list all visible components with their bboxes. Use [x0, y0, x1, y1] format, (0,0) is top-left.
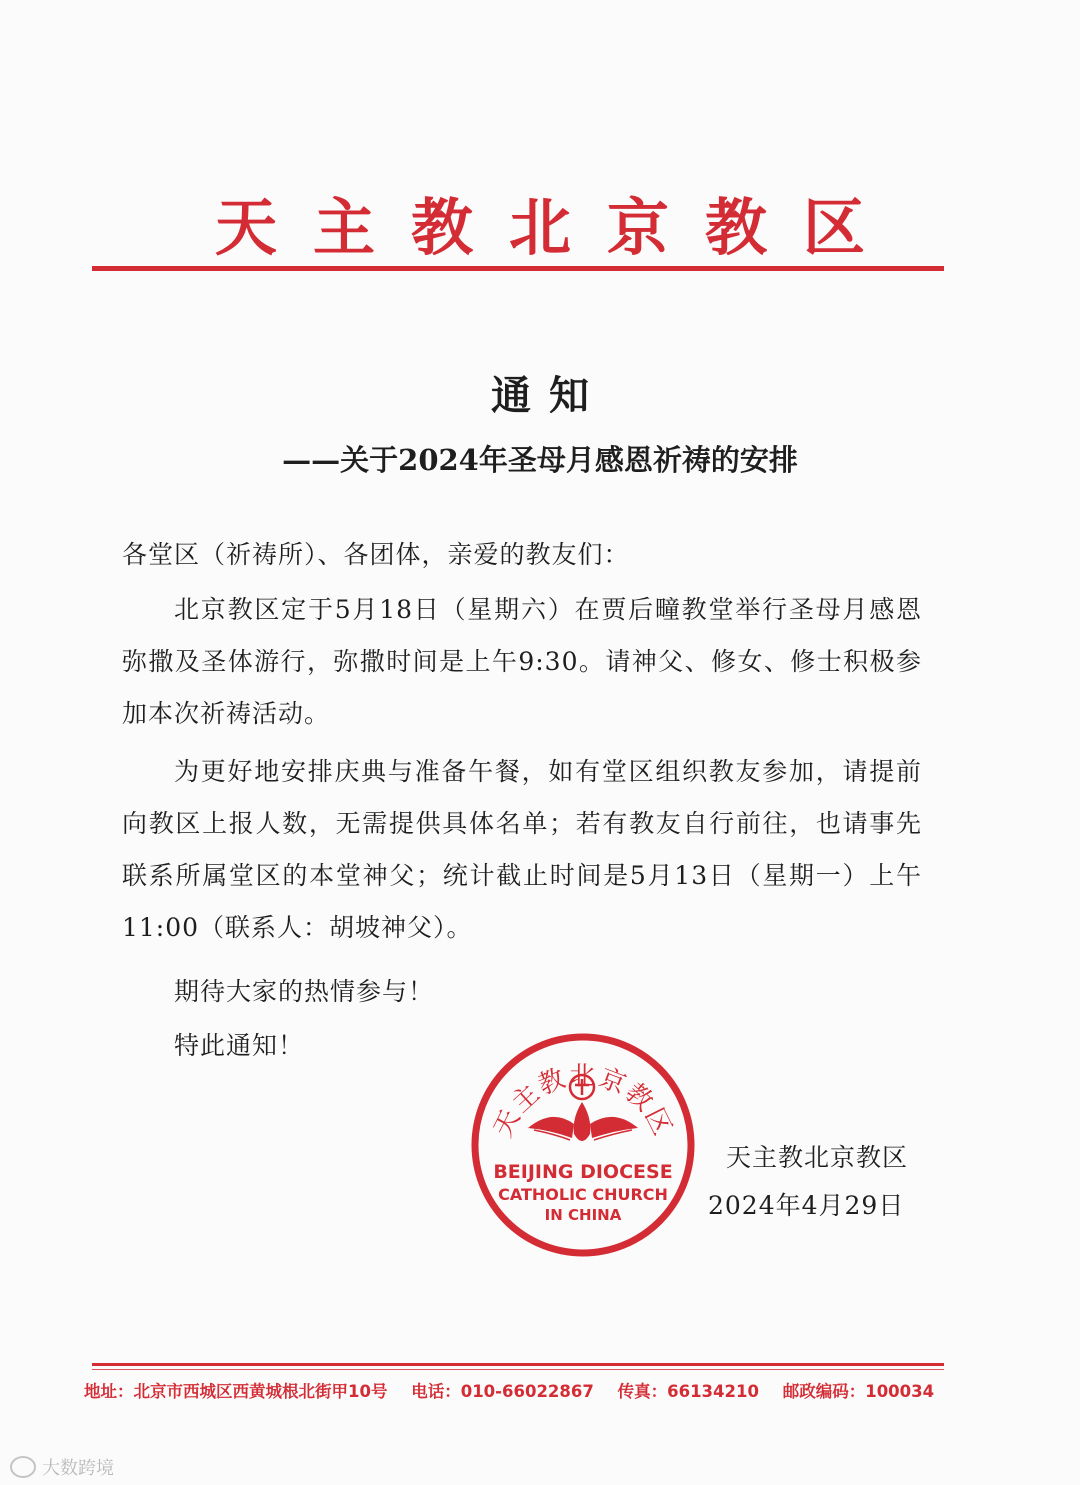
seal-en-line-3: IN CHINA — [544, 1206, 622, 1224]
footer-divider-thin — [92, 1369, 944, 1370]
footer-divider — [92, 1363, 944, 1366]
signature-org: 天主教北京教区 — [726, 1143, 909, 1172]
seal-en-line-1: BEIJING DIOCESE — [493, 1161, 673, 1183]
watermark-logo-icon — [10, 1456, 36, 1478]
footer-phone: 电话：010-66022867 — [411, 1382, 594, 1401]
footer-address: 地址：北京市西城区西黄城根北街甲10号 — [84, 1382, 388, 1401]
signature-date: 2024年4月29日 — [708, 1191, 905, 1220]
footer-contact — [84, 1378, 954, 1402]
footer-fax: 传真：66134210 — [617, 1382, 759, 1401]
seal-en-line-2: CATHOLIC CHURCH — [498, 1185, 668, 1204]
watermark-text: 大数跨境 — [42, 1458, 114, 1479]
salutation: 各堂区（祈祷所）、各团体，亲爱的教友们： — [122, 540, 630, 569]
letterhead-divider — [92, 266, 944, 271]
official-seal — [468, 1030, 698, 1260]
letterhead-title: 天主教北京教区 — [214, 191, 901, 264]
notice-title: 通知 — [491, 372, 607, 419]
paragraph-closing: 期待大家的热情参与！ — [174, 977, 435, 1006]
paragraph-notice-end: 特此通知！ — [174, 1031, 305, 1060]
watermark — [10, 1454, 114, 1480]
seal-cn-text: 天主教北京教区 — [488, 1061, 678, 1143]
notice-subtitle: ——关于2024年圣母月感恩祈祷的安排 — [282, 443, 798, 477]
paragraph-registration: 为更好地安排庆典与准备午餐，如有堂区组织教友参加，请提前向教区上报人数，无需提供具体名单；若有教友自行前往，也请事先联系所属堂区的本堂神父；统计截止时间是5月13日（星期一）上午11:00（联系人：胡坡神父）。 — [122, 757, 922, 942]
paragraph-event: 北京教区定于5月18日（星期六）在贾后疃教堂举行圣母月感恩弥撒及圣体游行，弥撒时间是上午9:30。请神父、修女、修士积极参加本次祈祷活动。 — [122, 595, 922, 728]
footer-postcode: 邮政编码：100034 — [782, 1382, 935, 1401]
